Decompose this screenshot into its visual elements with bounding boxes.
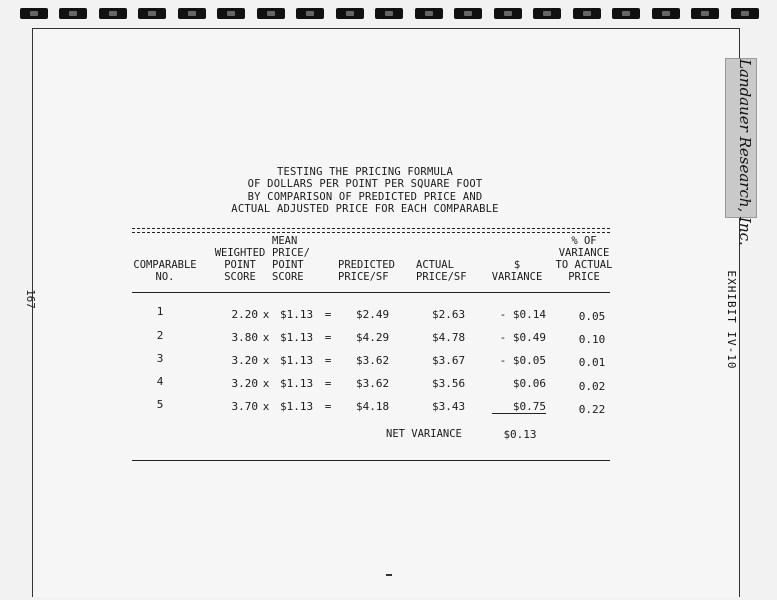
equals-sign: = bbox=[324, 377, 332, 390]
dollar-variance: - $0.05 bbox=[499, 354, 546, 367]
comparable-no: 1 bbox=[156, 305, 164, 318]
binder-hole bbox=[336, 8, 364, 19]
binder-hole bbox=[533, 8, 561, 19]
exhibit-label: EXHIBIT IV-10 bbox=[725, 270, 738, 370]
times-sign: x bbox=[262, 400, 270, 413]
predicted-price: $2.49 bbox=[356, 308, 390, 321]
binder-hole bbox=[59, 8, 87, 19]
weighted-score: 3.20 bbox=[231, 377, 258, 390]
binder-hole bbox=[652, 8, 680, 19]
times-sign: x bbox=[262, 354, 270, 367]
binder-hole bbox=[612, 8, 640, 19]
mean-price: $1.13 bbox=[280, 331, 314, 344]
bottom-rule bbox=[132, 460, 610, 461]
dollar-variance: - $0.14 bbox=[499, 308, 546, 321]
net-variance-label: NET VARIANCE bbox=[386, 428, 462, 440]
binder-hole bbox=[494, 8, 522, 19]
comparable-no: 4 bbox=[156, 375, 164, 388]
header-actual: ACTUAL PRICE/SF bbox=[416, 259, 467, 283]
comparable-no: 3 bbox=[156, 352, 164, 365]
binder-hole bbox=[454, 8, 482, 19]
binder-hole bbox=[691, 8, 719, 19]
actual-price: $3.43 bbox=[432, 400, 466, 413]
weighted-score: 3.70 bbox=[231, 400, 258, 413]
net-variance-value: $0.13 bbox=[503, 428, 537, 441]
page-title bbox=[210, 166, 520, 215]
title-line: ACTUAL ADJUSTED PRICE FOR EACH COMPARABLE bbox=[231, 202, 499, 215]
mean-price: $1.13 bbox=[280, 354, 314, 367]
header-mean: MEAN PRICE/ POINT SCORE bbox=[272, 235, 310, 283]
binder-hole bbox=[99, 8, 127, 19]
header-rule bbox=[132, 292, 610, 293]
equals-sign: = bbox=[324, 308, 332, 321]
weighted-score: 2.20 bbox=[231, 308, 258, 321]
weighted-score: 3.20 bbox=[231, 354, 258, 367]
logo-tab bbox=[725, 58, 757, 246]
binder-holes bbox=[0, 8, 777, 22]
header-weighted: WEIGHTED POINT SCORE bbox=[214, 247, 266, 283]
mean-price: $1.13 bbox=[280, 308, 314, 321]
title-line: OF DOLLARS PER POINT PER SQUARE FOOT bbox=[247, 178, 483, 191]
pct-variance: 0.01 bbox=[578, 356, 606, 369]
binder-hole bbox=[296, 8, 324, 19]
binder-hole bbox=[731, 8, 759, 19]
actual-price: $3.67 bbox=[432, 354, 466, 367]
title-line: TESTING THE PRICING FORMULA bbox=[276, 166, 454, 178]
company-logo: Landauer Research, Inc. bbox=[736, 59, 754, 246]
equals-sign: = bbox=[324, 400, 332, 413]
dollar-variance: - $0.49 bbox=[499, 331, 546, 344]
predicted-price: $4.18 bbox=[356, 400, 390, 413]
equals-sign: = bbox=[324, 354, 332, 367]
title-line: BY COMPARISON OF PREDICTED PRICE AND bbox=[247, 190, 483, 203]
predicted-price: $3.62 bbox=[356, 377, 390, 390]
actual-price: $3.56 bbox=[432, 377, 466, 390]
comparable-no: 2 bbox=[156, 329, 164, 342]
pct-variance: 0.10 bbox=[578, 333, 606, 346]
times-sign: x bbox=[262, 331, 270, 344]
binder-hole bbox=[415, 8, 443, 19]
mean-price: $1.13 bbox=[280, 400, 314, 413]
scan-mark bbox=[386, 574, 392, 576]
page-number: 167 bbox=[24, 289, 37, 309]
actual-price: $2.63 bbox=[432, 308, 466, 321]
double-rule bbox=[132, 228, 610, 233]
times-sign: x bbox=[262, 308, 270, 321]
predicted-price: $4.29 bbox=[356, 331, 390, 344]
equals-sign: = bbox=[324, 331, 332, 344]
mean-price: $1.13 bbox=[280, 377, 314, 390]
actual-price: $4.78 bbox=[432, 331, 466, 344]
binder-hole bbox=[20, 8, 48, 19]
binder-hole bbox=[375, 8, 403, 19]
times-sign: x bbox=[262, 377, 270, 390]
dollar-variance: $0.06 bbox=[512, 377, 546, 390]
binder-hole bbox=[178, 8, 206, 19]
pct-variance: 0.02 bbox=[578, 380, 606, 393]
binder-hole bbox=[573, 8, 601, 19]
header-pct-variance: % OF VARIANCE TO ACTUAL PRICE bbox=[555, 235, 613, 283]
header-dollar-variance: $ VARIANCE bbox=[491, 259, 543, 283]
binder-hole bbox=[217, 8, 245, 19]
binder-hole bbox=[138, 8, 166, 19]
comparable-no: 5 bbox=[156, 398, 164, 411]
weighted-score: 3.80 bbox=[231, 331, 258, 344]
dollar-variance: $0.75 bbox=[492, 400, 546, 414]
binder-hole bbox=[257, 8, 285, 19]
pct-variance: 0.22 bbox=[578, 403, 606, 416]
header-predicted: PREDICTED PRICE/SF bbox=[338, 259, 395, 283]
header-comparable: COMPARABLE NO. bbox=[133, 259, 197, 283]
predicted-price: $3.62 bbox=[356, 354, 390, 367]
pct-variance: 0.05 bbox=[578, 310, 606, 323]
